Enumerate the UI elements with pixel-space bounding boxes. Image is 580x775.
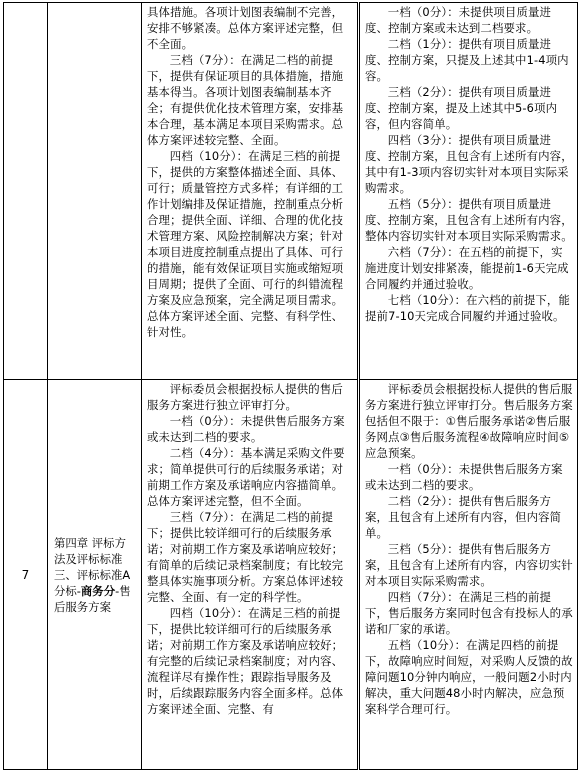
row-number-cell: [4, 3, 48, 380]
paragraph: 评标委员会根据投标人提供的售后服务方案进行独立评审打分。售后服务方案包括但不限于：①售后服务承诺②售后服务网点③售后服务流程④故障响应时间⑤应急预案。: [365, 382, 573, 460]
paragraph: 三档（2分）：提供有项目质量进度、控制方案，提及上述其中5-6项内容，但内容简单。: [365, 85, 558, 131]
criteria-text: [142, 380, 357, 769]
paragraph: 一档（0分）：未提供售后服务方案或未达到二档的要求。: [147, 414, 345, 444]
scoring-cell: [359, 380, 578, 770]
paragraph: 四档（3分）：提供有项目质量进度、控制方案，且包含有上述所有内容，其中有1-3项内容切实针对本项目实际采购需求。: [365, 133, 573, 195]
reference-prefix: 第四章 评标方法及评标标准三、评标标准A分标-: [54, 535, 131, 598]
paragraph: 五档（5分）：提供有项目质量进度、控制方案，且包含有上述所有内容，整体内容切实针对本项目实际采购需求。: [365, 197, 573, 243]
paragraph: 一档（0分）：未提供售后服务方案或未达到二档的要求。: [365, 462, 563, 492]
reference-cell: [48, 3, 142, 380]
criteria-text: [142, 3, 357, 379]
reference-cell: [48, 380, 142, 770]
paragraph: 四档（10分）：在满足三档的前提下，提供的方案整体描述全面、具体、可行；质量管控方式多样；有详细的工作计划编排及保证措施，控制重点分析合理；提供全面、详细、合理的优化技术管理方案、风险控制解决方案；针对本项目进度控制重点提出了具体、可行的措施，能有效保证项目实施或缩短项目周期；提供了全面、可行的纠错流程方案及应急预案，完全满足项目需求。总体方案评述全面、完整、有科学性、针对性。: [147, 149, 344, 339]
paragraph: 二档（4分）：基本满足采购文件要求；简单提供可行的后续服务承诺；对前期工作方案及承诺响应内容描简单。总体方案评述完整，但不全面。: [147, 446, 345, 508]
scoring-table: [3, 2, 578, 770]
paragraph: 六档（7分）：在五档的前提下，实施进度计划安排紧凑，能提前1-6天完成合同履约并通过验收。: [365, 245, 569, 291]
paragraph: 三档（7分）：在满足二档的前提下，提供有保证项目的具体措施，措施基本得当。各项计划图表编制基本齐全；有提供优化技术管理方案，安排基本合理，基本满足本项目采购需求。总体方案评述较完整、全面。: [147, 53, 344, 147]
paragraph: 四档（7分）：在满足三档的前提下，售后服务方案同时包含有投标人的承诺和厂家的承诺。: [365, 590, 573, 636]
paragraph: 二档（2分）：提供有售后服务方案，且包含有上述所有内容，但内容简单。: [365, 494, 562, 540]
paragraph: 一档（0分）：未提供项目质量进度、控制方案或未达到二档要求。: [365, 5, 552, 35]
criteria-cell: [142, 3, 359, 380]
table-row-7: [4, 380, 578, 770]
scoring-text: [360, 380, 577, 769]
paragraph: 评标委员会根据投标人提供的售后服务方案进行独立评审打分。: [147, 382, 343, 412]
table-row-top: [4, 3, 578, 380]
paragraph: 具体措施。各项计划图表编制不完善，安排不够紧凑。总体方案评述完整，但不全面。: [147, 5, 344, 51]
paragraph: 三档（5分）：提供有售后服务方案，且包含有上述所有内容，内容切实针对本项目实际采购需求。: [365, 542, 573, 588]
paragraph: 七档（10分）：在六档的前提下，能提前7-10天完成合同履约并通过验收。: [365, 293, 571, 323]
paragraph: 二档（1分）：提供有项目质量进度、控制方案，只提及上述其中1-4项内容。: [365, 37, 569, 83]
scoring-cell: [359, 3, 578, 380]
row-number-cell: 7: [4, 380, 48, 770]
paragraph: 三档（7分）：在满足二档的前提下；提供比较详细可行的后续服务承诺；对前期工作方案及承诺响应较好；有简单的后续记录档案制度；有比较完整具体实施事项分析。方案总体评述较完整、全面、有一定的科学性。: [147, 510, 344, 604]
paragraph: 四档（10分）：在满足三档的前提下，提供比较详细可行的后续服务承诺；对前期工作方案及承诺响应较好；有完整的后续记录档案制度；对内容、流程详尽有操作性；跟踪指导服务及时，后续跟踪服务内容全面多样。总体方案评述全面、完整、有: [147, 606, 344, 716]
paragraph: 五档（10分）：在满足四档的前提下，故障响应时间短，对采购人反馈的故障问题10分钟内响应，一般问题2小时内解决，重大问题48小时内解决，应急预案科学合理可行。: [365, 638, 573, 716]
reference-suffix: -售后服务方案: [54, 583, 131, 614]
reference-bold: 商务分: [80, 583, 116, 598]
criteria-cell: [142, 380, 359, 770]
scoring-text: [360, 3, 577, 379]
